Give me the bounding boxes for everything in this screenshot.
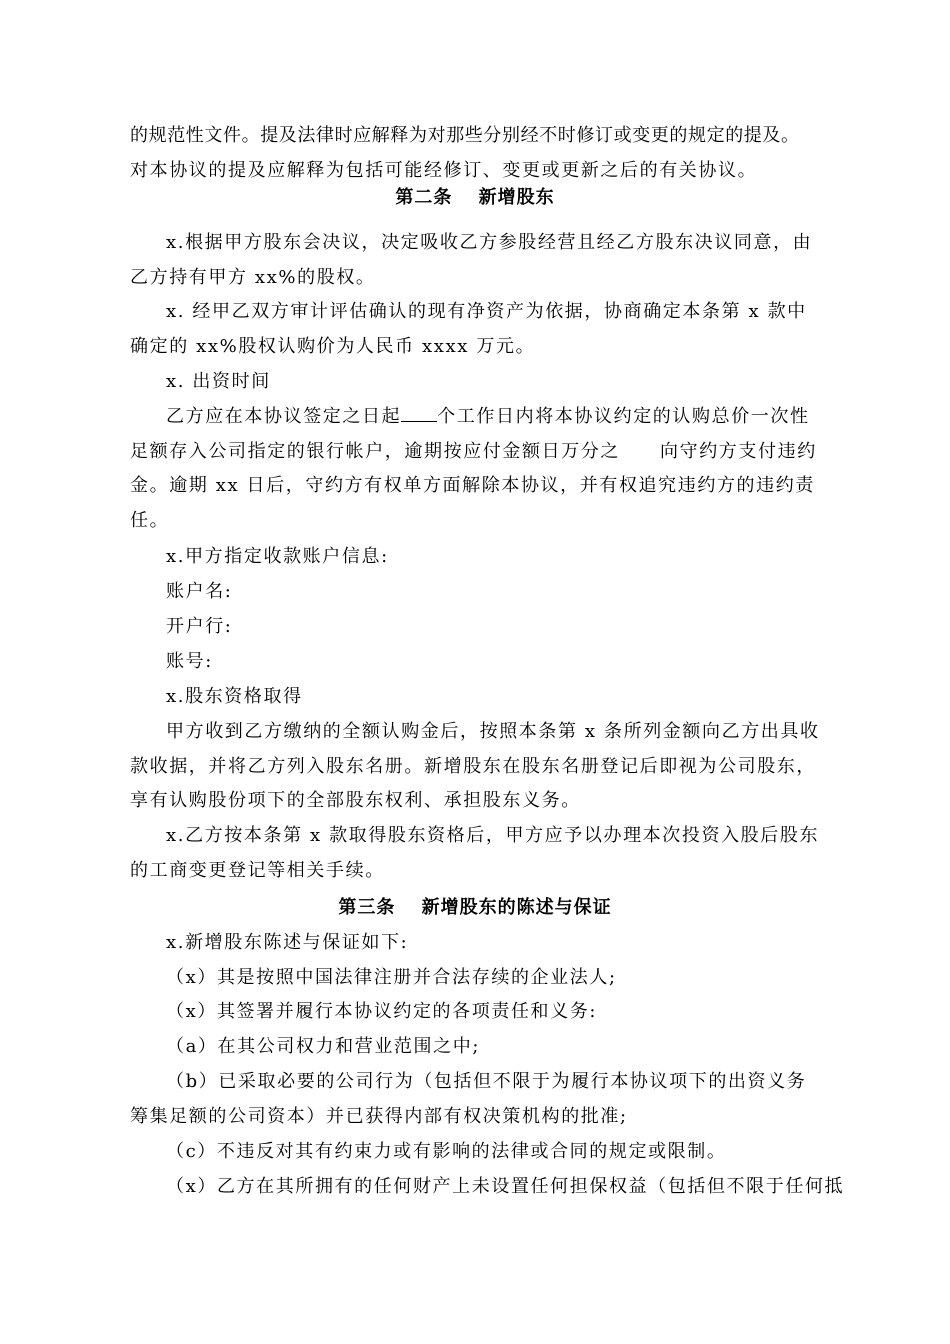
paragraph-line: x.股东资格取得 <box>166 686 303 707</box>
account-number-label: 账号: <box>166 651 213 672</box>
text-segment: 乙方应在本协议签定之日起 <box>166 406 402 427</box>
fill-in-blank <box>401 405 437 422</box>
list-item: （x）其签署并履行本协议约定的各项责任和义务: <box>166 1001 598 1022</box>
paragraph-line: 确定的 xx%股权认购价为人民币 xxxx 万元。 <box>130 336 536 357</box>
paragraph-line: x.乙方按本条第 x 款取得股东资格后，甲方应予以办理本次投资入股后股东 <box>166 825 820 846</box>
paragraph-line: x. 经甲乙双方审计评估确认的现有净资产为依据，协商确定本条第 x 款中 <box>166 301 807 322</box>
paragraph-line: 甲方收到乙方缴纳的全额认购金后，按照本条第 x 条所列金额向乙方出具收 <box>166 721 820 742</box>
paragraph-line <box>166 405 824 429</box>
paragraph-line: 筹集足额的公司资本）并已获得内部有权决策机构的批准; <box>130 1106 628 1127</box>
list-item: （x）乙方在其所拥有的任何财产上未设置任何担保权益（包括但不限于任何抵 <box>166 1176 845 1197</box>
paragraph-line: x.根据甲方股东会决议，决定吸收乙方参股经营且经乙方股东决议同意，由 <box>166 232 813 253</box>
text-segment: 足额存入公司指定的银行帐户，逾期按应付金额日万分之 <box>130 441 620 462</box>
paragraph-line <box>130 440 824 464</box>
paragraph-line: x. 出资时间 <box>166 371 271 392</box>
list-item: （x）其是按照中国法律注册并合法存续的企业法人; <box>166 967 617 988</box>
paragraph-line: 的规范性文件。提及法律时应解释为对那些分别经不时修订或变更的规定的提及。 <box>130 125 800 146</box>
paragraph-line: 享有认购股份项下的全部股东权利、承担股东义务。 <box>130 790 581 811</box>
paragraph-line: 的工商变更登记等相关手续。 <box>130 860 385 881</box>
paragraph-line: 任。 <box>130 510 170 531</box>
paragraph-line: 金。逾期 xx 日后，守约方有权单方面解除本协议，并有权追究违约方的违约责 <box>130 475 815 496</box>
article-3-heading: 第三条 新增股东的陈述与保证 <box>338 897 612 918</box>
paragraph-line: 款收据，并将乙方列入股东名册。新增股东在股东名册登记后即视为公司股东， <box>130 756 816 777</box>
paragraph-line: 对本协议的提及应解释为包括可能经修订、变更或更新之后的有关协议。 <box>130 160 758 181</box>
list-item: （c）不违反对其有约束力或有影响的法律或合同的规定或限制。 <box>166 1141 727 1162</box>
list-item: （b）已采取必要的公司行为（包括但不限于为履行本协议项下的出资义务 <box>166 1071 807 1092</box>
text-segment: 向守约方支付违约 <box>660 441 817 462</box>
bank-label: 开户行: <box>166 616 233 637</box>
account-name-label: 账户名: <box>166 581 233 602</box>
article-2-heading: 第二条 新增股东 <box>395 187 555 208</box>
paragraph-line: x.甲方指定收款账户信息: <box>166 546 389 567</box>
paragraph-line: x.新增股东陈述与保证如下: <box>166 932 409 953</box>
text-segment: 个工作日内将本协议约定的认购总价一次性 <box>437 406 810 427</box>
list-item: （a）在其公司权力和营业范围之中; <box>166 1036 480 1057</box>
paragraph-line: 乙方持有甲方 xx%的股权。 <box>130 267 376 288</box>
